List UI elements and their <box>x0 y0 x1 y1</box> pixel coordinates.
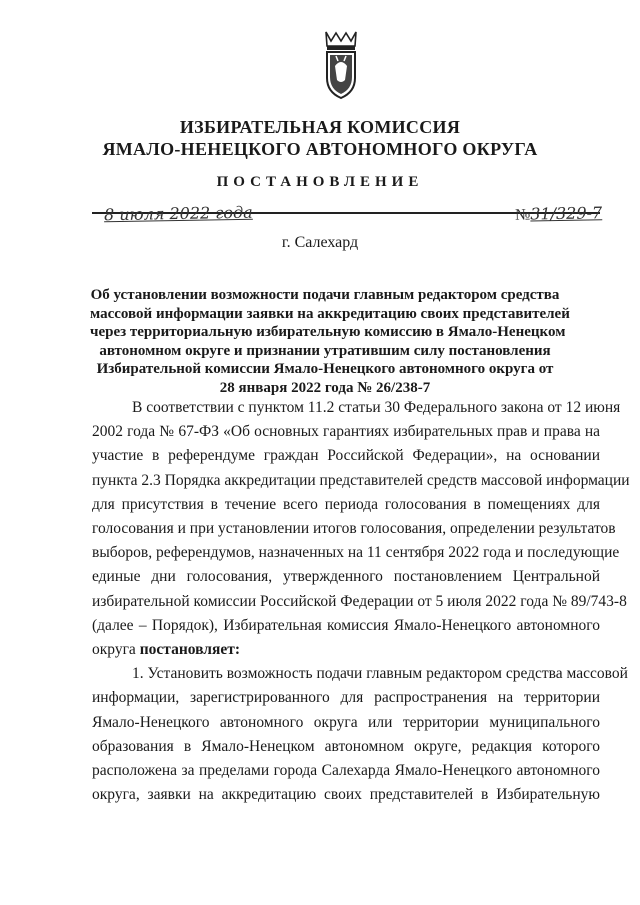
org-name-line2: ЯМАЛО-НЕНЕЦКОГО АВТОНОМНОГО ОКРУГА <box>102 139 538 159</box>
document-type: ПОСТАНОВЛЕНИЕ <box>216 174 424 190</box>
document-date: 8 июля 2022 года <box>103 202 253 225</box>
title-line: Избирательной комиссии Ямало-Ненецкого автономного округа от <box>96 361 554 377</box>
resolves-prefix: округа <box>92 641 140 659</box>
title-line: автономном округе и признании утратившим силу постановления <box>99 342 551 359</box>
resolution-title <box>90 286 570 397</box>
title-line: Об установлении возможности подачи главным редактором средства <box>90 287 560 303</box>
body-line: избирательной комиссии Российской Федерации от 5 июля 2022 года № 89/743-8 <box>92 592 627 610</box>
body-line: голосования и при установлении итогов голосования, определении результатов <box>92 520 616 538</box>
resolves-keyword: постановляет: <box>139 641 241 659</box>
body-line: участие в референдуме граждан Российской Федерации», на основании <box>92 447 600 465</box>
body-line: образования в Ямало-Ненецком автономном округе, редакция которого <box>92 737 600 755</box>
body-line: выборов, референдумов, назначенных на 11 сентября 2022 года и последующие <box>92 544 620 562</box>
document-number <box>515 203 602 225</box>
title-line: через территориальную избирательную комиссию в Ямало-Ненецком <box>90 324 566 340</box>
body-line: 2002 года № 67-ФЗ «Об основных гарантиях избирательных прав и права на <box>92 423 600 441</box>
title-line: массовой информации заявки на аккредитацию своих представителей <box>90 305 570 322</box>
org-name-line1: ИЗБИРАТЕЛЬНАЯ КОМИССИЯ <box>179 117 461 137</box>
body-line: Ямало-Ненецкого автономного округа или территории муниципального <box>92 713 600 731</box>
document-body <box>92 396 630 807</box>
body-line: 1. Установить возможность подачи главным редактором средства массовой <box>132 665 628 683</box>
body-line: для присутствия в течение всего периода голосования в помещениях для <box>92 495 600 513</box>
body-line: В соответствии с пунктом 11.2 статьи 30 Федерального закона от 12 июня <box>132 399 621 416</box>
body-line: расположена за пределами города Салехарда Ямало-Ненецкого автономного <box>92 762 600 780</box>
body-line-resolves <box>92 638 600 662</box>
yamal-nenets-coat-of-arms-icon <box>318 28 364 102</box>
title-line: 28 января 2022 года № 26/238-7 <box>219 379 431 396</box>
body-line: единые дни голосования, утвержденного постановлением Центральной <box>92 568 600 586</box>
city: г. Салехард <box>281 234 359 251</box>
number-value: 31/329-7 <box>530 203 603 224</box>
number-sign: № <box>514 206 531 224</box>
body-line: (далее – Порядок), Избирательная комиссия Ямало-Ненецкого автономного <box>92 616 600 634</box>
body-line: округа, заявки на аккредитацию своих представителей в Избирательную <box>92 786 600 804</box>
body-line: пункта 2.3 Порядка аккредитации представителей средств массовой информации <box>92 471 630 489</box>
body-line: информации, зарегистрированного для распространения на территории <box>92 689 600 707</box>
